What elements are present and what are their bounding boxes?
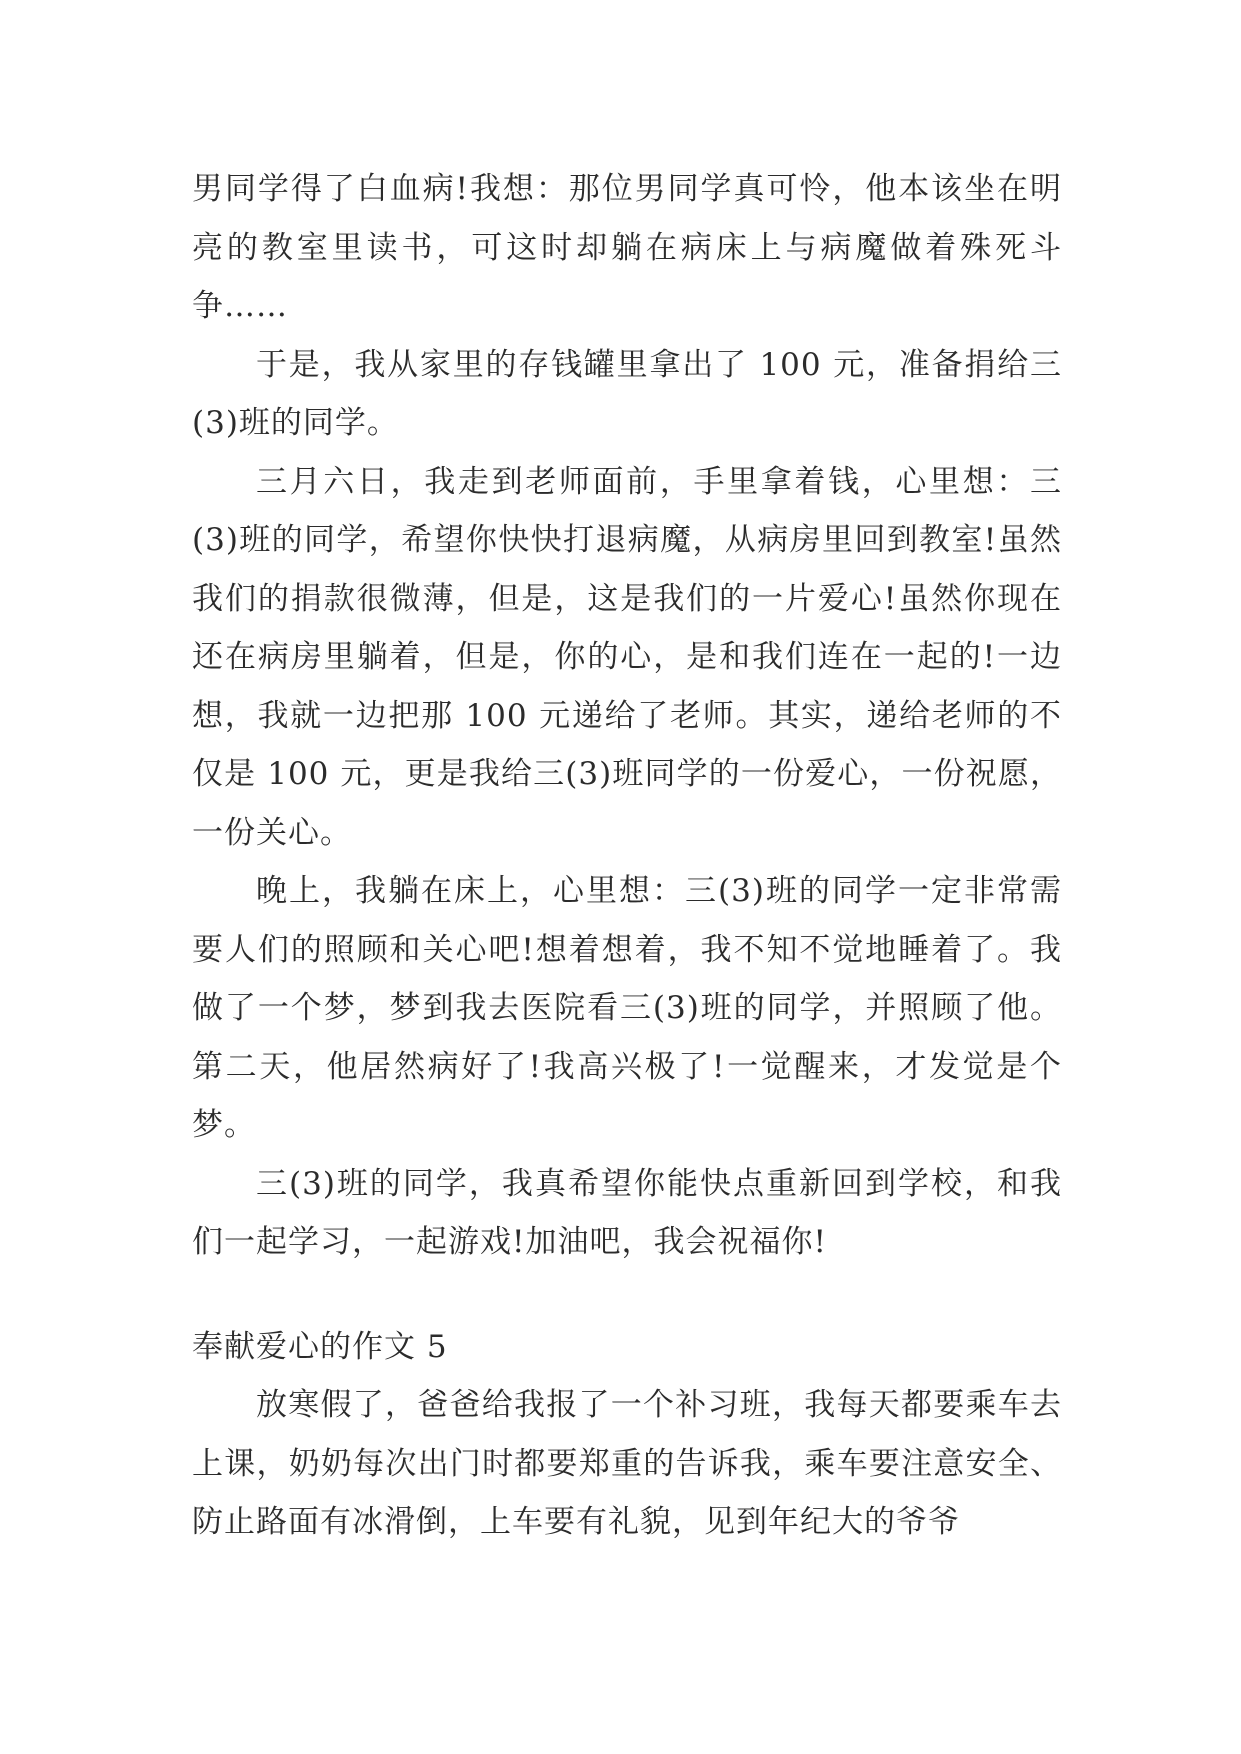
paragraph-5: 三(3)班的同学，我真希望你能快点重新回到学校，和我们一起学习，一起游戏!加油吧，我会祝福你!: [192, 1165, 1062, 1260]
paragraph-6: 放寒假了，爸爸给我报了一个补习班，我每天都要乘车去上课，奶奶每次出门时都要郑重的告诉我，乘车要注意安全、防止路面有冰滑倒，上车要有礼貌，见到年纪大的爷爷: [192, 1387, 1062, 1540]
paragraph-2: 于是，我从家里的存钱罐里拿出了 100 元，准备捐给三(3)班的同学。: [192, 346, 1062, 441]
paragraph-3: 三月六日，我走到老师面前，手里拿着钱，心里想：三(3)班的同学，希望你快快打退病魔，从病房里回到教室!虽然我们的捐款很微薄，但是，这是我们的一片爱心!虽然你现在还在病房里躺着，但是，你的心，是和我们连在一起的!一边想，我就一边把那 100 元递给了老师。其实，递给老师的不仅是 100 元，更是我给三(3)班同学的一份爱心，一份祝愿，一份关心。: [192, 463, 1062, 851]
paragraph-4: 晚上，我躺在床上，心里想：三(3)班的同学一定非常需要人们的照顾和关心吧!想着想着，我不知不觉地睡着了。我做了一个梦，梦到我去医院看三(3)班的同学，并照顾了他。第二天，他居然病好了!我高兴极了!一觉醒来，才发觉是个梦。: [192, 873, 1062, 1143]
paragraph-1: 男同学得了白血病!我想：那位男同学真可怜，他本该坐在明亮的教室里读书，可这时却躺在病床上与病魔做着殊死斗争……: [192, 171, 1062, 324]
document-body: [192, 160, 1062, 1552]
section-title: 奉献爱心的作文 5: [192, 1328, 448, 1365]
